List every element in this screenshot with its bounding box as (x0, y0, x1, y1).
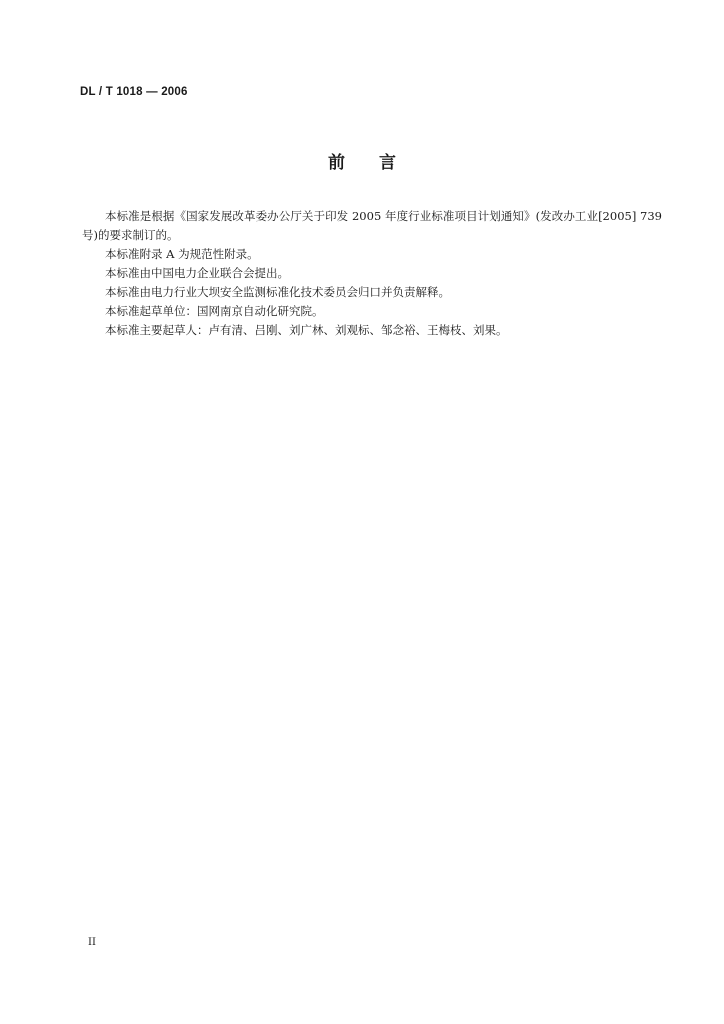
paragraph-drafters: 本标准主要起草人：卢有清、吕刚、刘广林、刘观标、邹念裕、王梅枝、刘果。 (105, 323, 508, 337)
paragraph-drafting-unit: 本标准起草单位：国网南京自动化研究院。 (105, 304, 324, 318)
foreword-body (82, 207, 662, 340)
paragraph-basis: 本标准是根据《国家发展改革委办公厅关于印发 2005 年度行业标准项目计划通知》(发改办工业[2005] 739号)的要求制订的。 (82, 209, 662, 242)
title-char-2: 言 (379, 153, 396, 173)
paragraph-committee: 本标准由电力行业大坝安全监测标准化技术委员会归口并负责解释。 (105, 285, 450, 299)
document-code: DL / T 1018 — 2006 (80, 86, 188, 98)
paragraph-appendix: 本标准附录 A 为规范性附录。 (105, 247, 259, 261)
title-char-1: 前 (328, 153, 345, 173)
paragraph-proposer: 本标准由中国电力企业联合会提出。 (105, 266, 289, 280)
section-title (0, 148, 724, 173)
page-number: II (88, 937, 96, 948)
